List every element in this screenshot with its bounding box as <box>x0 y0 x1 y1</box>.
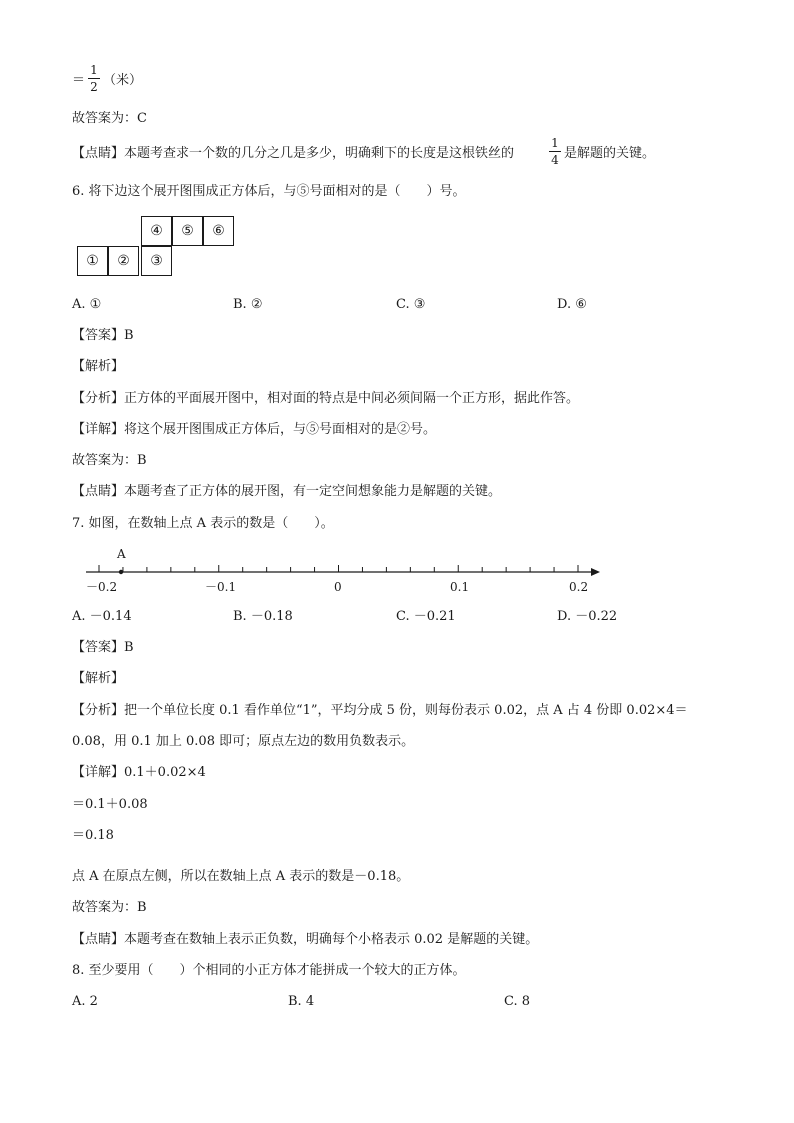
point-line <box>72 145 514 163</box>
final-answer: 故答案为：B <box>72 453 147 468</box>
fraction-denominator: 2 <box>90 80 98 94</box>
option-d: D. ⑥ <box>557 297 587 312</box>
option-b: B. 4 <box>288 994 315 1009</box>
detail-text: 【详解】将这个展开图围成正方体后，与⑤号面相对的是②号。 <box>72 422 437 437</box>
point-text: 【点睛】本题考查在数轴上表示正负数，明确每个小格表示 0.02 是解题的关键。 <box>72 932 539 947</box>
option-b: B. ② <box>233 297 263 312</box>
option-a: A. 2 <box>72 994 98 1009</box>
option-b: B. －0.18 <box>233 609 293 624</box>
option-c: C. －0.21 <box>396 609 456 624</box>
net-face: ② <box>108 246 139 276</box>
equation-line <box>72 72 85 90</box>
option-c: C. ③ <box>396 297 426 312</box>
option-c: C. 8 <box>504 994 531 1009</box>
fraction-numerator: 1 <box>90 63 98 77</box>
fraction-one-half <box>88 63 100 94</box>
fraction-denominator: 4 <box>551 153 559 167</box>
point-text: 【点睛】本题考查了正方体的展开图，有一定空间想象能力是解题的关键。 <box>72 484 502 499</box>
net-face: ⑥ <box>203 216 234 246</box>
analysis-text: 0.08，用 0.1 加上 0.08 即可；原点左边的数用负数表示。 <box>72 734 415 749</box>
conclusion-text: 点 A 在原点左侧，所以在数轴上点 A 表示的数是－0.18。 <box>72 869 410 884</box>
net-face: ① <box>77 246 108 276</box>
point-a-label: A <box>117 547 126 561</box>
analysis-title: 【解析】 <box>72 359 125 374</box>
equals-sign: ＝ <box>72 73 86 88</box>
tick-label: －0.2 <box>86 580 118 594</box>
tick-label: －0.1 <box>205 580 237 594</box>
axis-ticks <box>99 565 578 572</box>
question-8: 8. 至少要用（ ）个相同的小正方体才能拼成一个较大的正方体。 <box>72 963 466 978</box>
detail-step: ＝0.18 <box>72 828 114 843</box>
net-face: ④ <box>141 216 172 246</box>
point-a-marker <box>119 570 123 574</box>
answer-line: 故答案为：C <box>72 111 147 126</box>
fraction-one-quarter <box>549 136 561 167</box>
net-face: ③ <box>141 246 172 276</box>
detail-text: 【详解】0.1＋0.02×4 <box>72 765 206 780</box>
option-a: A. ① <box>72 297 102 312</box>
point-text-post: 是解题的关键。 <box>564 146 656 161</box>
analysis-text: 【分析】正方体的平面展开图中，相对面的特点是中间必须间隔一个正方形，据此作答。 <box>72 391 580 406</box>
tick-label: 0.2 <box>569 580 589 594</box>
analysis-title: 【解析】 <box>72 671 125 686</box>
question-6: 6. 将下边这个展开图围成正方体后，与⑤号面相对的是（ ）号。 <box>72 184 466 199</box>
answer-tag: 【答案】B <box>72 328 134 343</box>
answer-tag: 【答案】B <box>72 640 134 655</box>
option-a: A. －0.14 <box>72 609 132 624</box>
question-7: 7. 如图，在数轴上点 A 表示的数是（ ）。 <box>72 516 334 531</box>
axis-arrow <box>591 568 600 576</box>
number-line <box>0 540 794 600</box>
tick-label: 0 <box>334 580 342 594</box>
final-answer: 故答案为：B <box>72 900 147 915</box>
tick-label: 0.1 <box>450 580 470 594</box>
detail-step: ＝0.1＋0.08 <box>72 797 148 812</box>
point-text-pre: 【点睛】本题考查求一个数的几分之几是多少，明确剩下的长度是这根铁丝的 <box>72 146 515 161</box>
net-face: ⑤ <box>172 216 203 246</box>
fraction-numerator: 1 <box>551 136 559 150</box>
option-d: D. －0.22 <box>557 609 618 624</box>
analysis-text: 【分析】把一个单位长度 0.1 看作单位“1”，平均分成 5 份，则每份表示 0.02，点 A 占 4 份即 0.02×4＝ <box>72 703 688 718</box>
unit-label: （米） <box>103 73 143 88</box>
